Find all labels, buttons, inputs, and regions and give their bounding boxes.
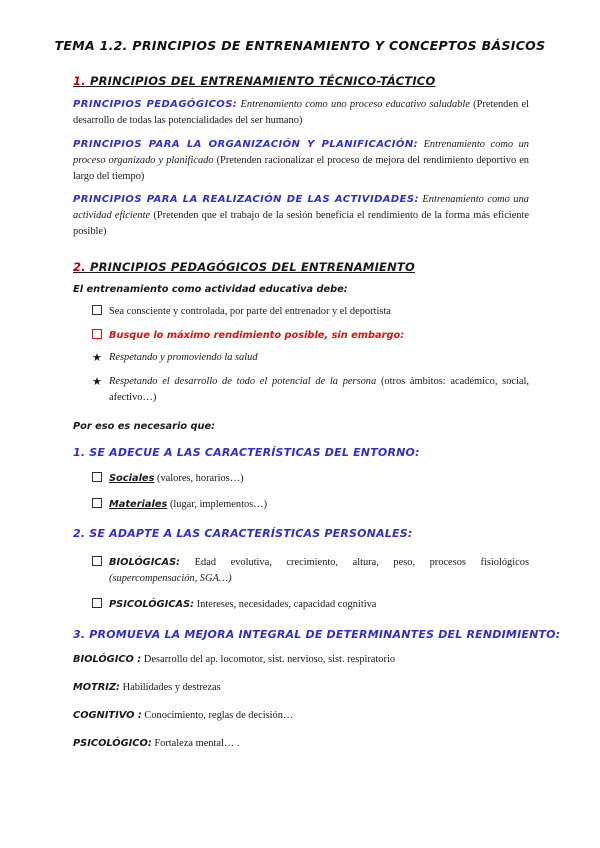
section1-paragraph-2: [73, 137, 529, 185]
list-item: [92, 471, 529, 487]
section1-number: 1.: [73, 74, 86, 88]
necesario-label: Por eso es necesario que:: [73, 421, 216, 432]
determinant-label: COGNITIVO :: [73, 710, 142, 721]
organizacion-text: (Pretenden racionalizar el proceso de mejora del rendimiento deportivo en largo del tiempo): [73, 155, 530, 182]
list-item-label: PSICOLÓGICAS:: [109, 599, 195, 610]
list-item-italic: Respetando y promoviendo la salud: [109, 352, 258, 363]
list-item-text: (lugar, implementos…): [169, 499, 268, 510]
checkbox-icon: [92, 305, 102, 315]
determinant-label: MOTRIZ:: [73, 682, 120, 693]
list-item-text: Sea consciente y controlada, por parte del entrenador y el deportista: [109, 306, 391, 317]
list-item-text: Edad evolutiva, crecimiento, altura, peso, procesos fisiológicos: [194, 557, 529, 568]
organizacion-label: PRINCIPIOS PARA LA ORGANIZACIÓN Y PLANIFICACIÓN:: [73, 139, 418, 150]
list-item-label: Materiales: [109, 499, 168, 510]
realizacion-text: (Pretenden que el trabajo de la sesión beneficia el rendimiento de la forma más eficiente posible): [73, 210, 529, 237]
sub3-heading: 3. PROMUEVA LA MEJORA INTEGRAL DE DETERMINANTES DEL RENDIMIENTO:: [73, 628, 561, 641]
determinant-label: BIOLÓGICO :: [73, 654, 142, 665]
determinant-text: Habilidades y destrezas: [122, 682, 221, 693]
list-item: [92, 555, 529, 587]
checkbox-icon: [92, 556, 102, 566]
star-icon: ★: [92, 352, 102, 364]
list-item-italic: (supercompensación, SGA…): [109, 573, 232, 584]
determinant-row: [73, 738, 239, 749]
section2-intro: El entrenamiento como actividad educativa debe:: [73, 284, 348, 295]
page-title: TEMA 1.2. PRINCIPIOS DE ENTRENAMIENTO Y CONCEPTOS BÁSICOS: [54, 38, 546, 53]
list-item-text: Busque lo máximo rendimiento posible, sin embargo:: [109, 330, 405, 341]
star-icon: ★: [92, 376, 102, 388]
checkbox-icon: [92, 472, 102, 482]
list-item: [92, 328, 529, 344]
determinant-label: PSICOLÓGICO:: [73, 738, 152, 749]
list-item: [92, 304, 529, 320]
list-item: [92, 497, 529, 513]
list-item: [92, 597, 529, 613]
section2-title: PRINCIPIOS PEDAGÓGICOS DEL ENTRENAMIENTO: [90, 260, 415, 274]
section2-number: 2.: [73, 260, 86, 274]
section1-paragraph-1: [73, 97, 529, 129]
list-item: [92, 374, 529, 406]
checkbox-icon: [92, 329, 102, 339]
determinant-row: [73, 654, 395, 665]
determinant-text: Conocimiento, reglas de decisión…: [144, 710, 294, 721]
checkbox-icon: [92, 598, 102, 608]
realizacion-label: PRINCIPIOS PARA LA REALIZACIÓN DE LAS ACTIVIDADES:: [73, 194, 419, 205]
determinant-row: [73, 710, 293, 721]
section2-heading: [73, 260, 415, 274]
organizacion-italic: Entrenamiento como un proceso organizado y planificado: [73, 139, 529, 166]
section1-title: PRINCIPIOS DEL ENTRENAMIENTO TÉCNICO-TÁCTICO: [90, 74, 436, 88]
sub1-heading: 1. SE ADECUE A LAS CARACTERÍSTICAS DEL ENTORNO:: [73, 446, 420, 459]
checkbox-icon: [92, 498, 102, 508]
list-item-text: (valores, horarios…): [157, 473, 244, 484]
list-item: [92, 350, 529, 366]
section1-heading: [73, 74, 435, 88]
section1-paragraph-3: [73, 192, 529, 240]
sub2-heading: 2. SE ADAPTE A LAS CARACTERÍSTICAS PERSONALES:: [73, 527, 413, 540]
determinant-text: Fortaleza mental… .: [154, 738, 240, 749]
determinant-text: Desarrollo del ap. locomotor, sist. nervioso, sist. respiratorio: [143, 654, 396, 665]
pedagogicos-text: (Pretenden el desarrollo de todas las potencialidades del ser humano): [73, 99, 529, 126]
list-item-label: BIOLÓGICAS:: [109, 557, 181, 568]
pedagogicos-label: PRINCIPIOS PEDAGÓGICOS:: [73, 99, 238, 110]
list-item-text: (otros ámbitos: académico, social, afectivo…): [109, 376, 529, 403]
list-item-text: Intereses, necesidades, capacidad cognitiva: [196, 599, 377, 610]
list-item-italic: Respetando el desarrollo de todo el potencial de la persona: [109, 376, 377, 387]
list-item-label: Sociales: [109, 473, 155, 484]
realizacion-italic: Entrenamiento como una actividad eficiente: [73, 194, 529, 221]
pedagogicos-italic: Entrenamiento como uno proceso educativo saludable: [240, 99, 470, 110]
determinant-row: [73, 682, 221, 693]
